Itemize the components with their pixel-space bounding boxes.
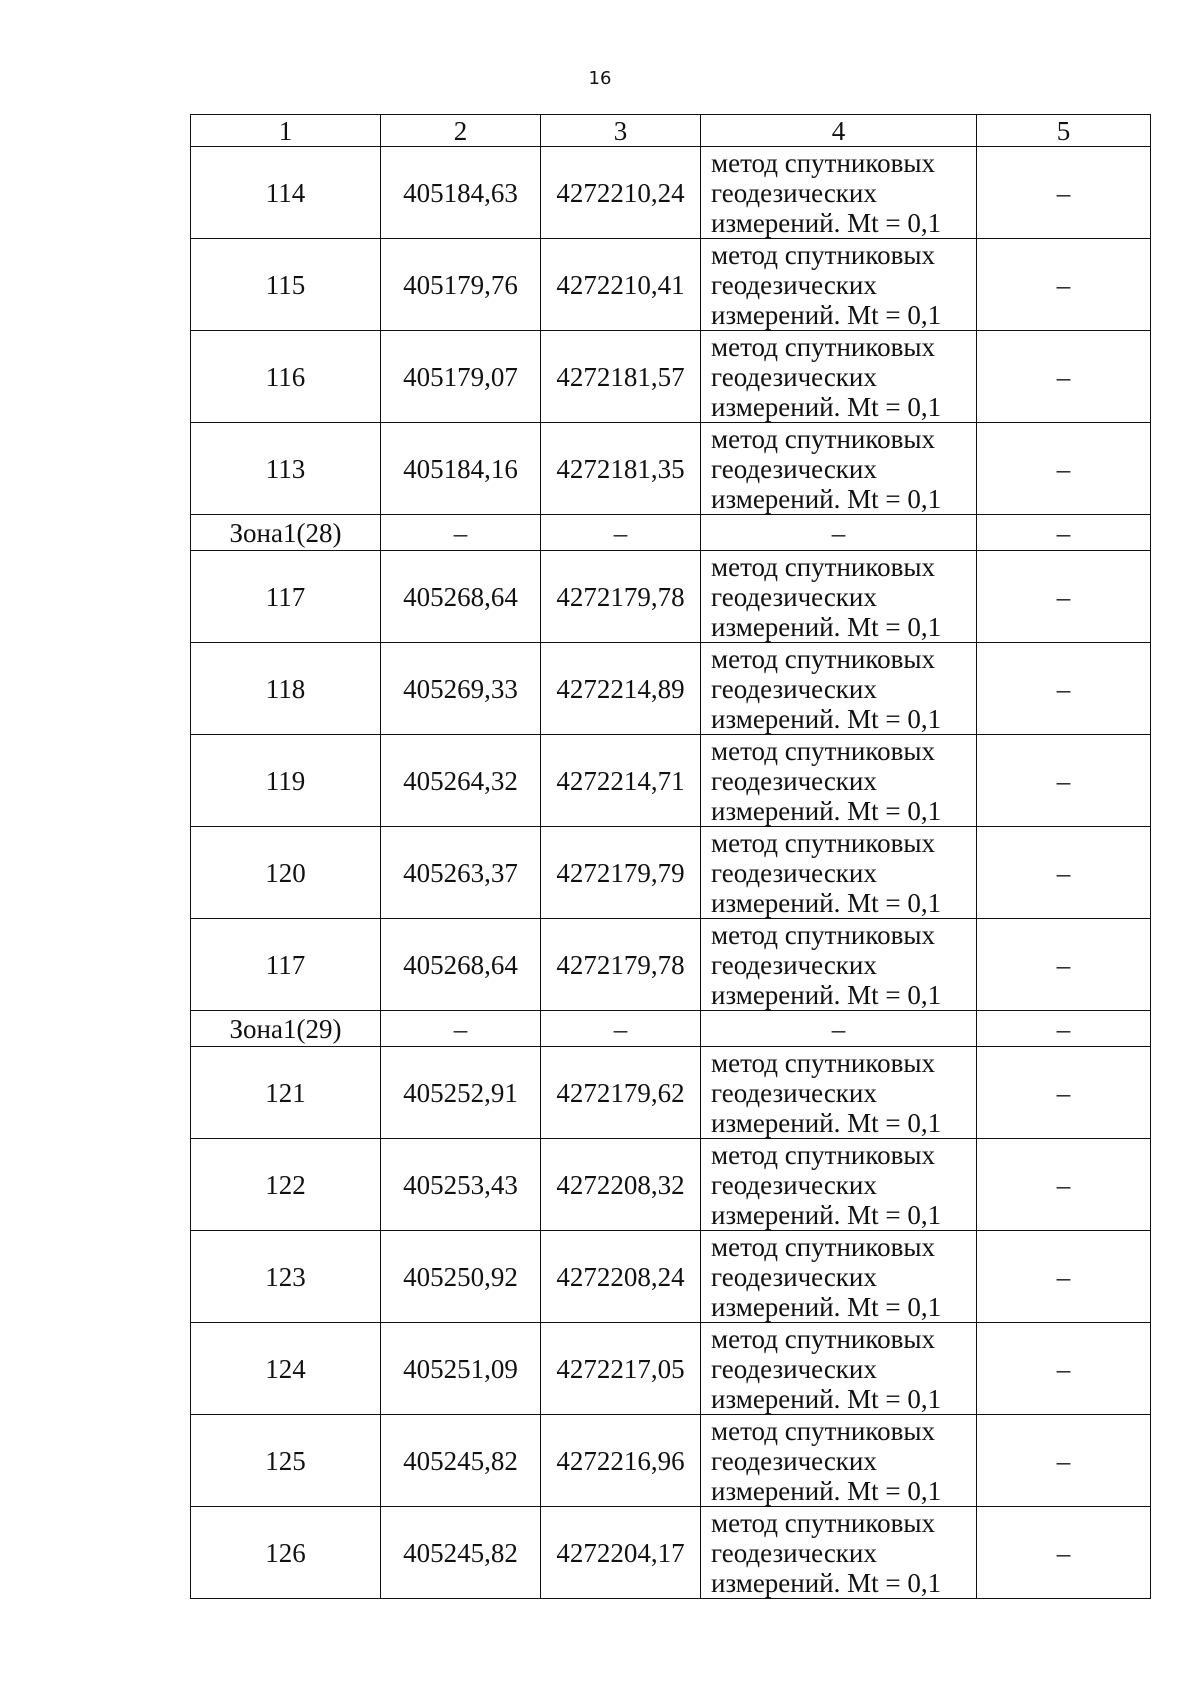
x-coordinate-cell: 405184,16 [381,423,541,515]
table-row [191,1415,1151,1507]
y-coordinate-cell: 4272214,89 [541,643,701,735]
method-cell [701,147,977,239]
table-row [191,239,1151,331]
dash-cell: – [977,1011,1151,1047]
method-line: геодезических [711,1537,877,1568]
method-cell [701,1047,977,1139]
note-cell: – [977,423,1151,515]
x-coordinate-cell: 405179,76 [381,239,541,331]
method-line: метод спутниковых [711,1507,935,1538]
y-coordinate-cell: 4272204,17 [541,1507,701,1599]
column-header-5: 5 [977,115,1151,147]
x-coordinate-cell: 405269,33 [381,643,541,735]
method-line: измерений. Mt = 0,1 [711,299,942,330]
method-line: метод спутниковых [711,1047,935,1078]
note-cell: – [977,1507,1151,1599]
x-coordinate-cell: 405250,92 [381,1231,541,1323]
method-cell [701,1415,977,1507]
method-line: измерений. Mt = 0,1 [711,207,942,238]
table-row [191,147,1151,239]
y-coordinate-cell: 4272179,79 [541,827,701,919]
point-id-cell: 113 [191,423,381,515]
y-coordinate-cell: 4272181,57 [541,331,701,423]
zone-row [191,515,1151,551]
column-header-1: 1 [191,115,381,147]
table-header-row [191,115,1151,147]
method-line: метод спутниковых [711,735,935,766]
table-row [191,331,1151,423]
method-cell [701,331,977,423]
dash-cell: – [381,515,541,551]
point-id-cell: 115 [191,239,381,331]
x-coordinate-cell: 405251,09 [381,1323,541,1415]
x-coordinate-cell: 405245,82 [381,1507,541,1599]
method-line: геодезических [711,1445,877,1476]
page-number: 16 [588,68,612,89]
method-line: измерений. Mt = 0,1 [711,1475,942,1506]
dash-cell: – [541,515,701,551]
dash-cell: – [701,1011,977,1047]
method-line: измерений. Mt = 0,1 [711,795,942,826]
table-row [191,423,1151,515]
x-coordinate-cell: 405263,37 [381,827,541,919]
method-line: измерений. Mt = 0,1 [711,703,942,734]
table-row [191,735,1151,827]
point-id-cell: 121 [191,1047,381,1139]
dash-cell: – [541,1011,701,1047]
y-coordinate-cell: 4272208,32 [541,1139,701,1231]
method-line: измерений. Mt = 0,1 [711,887,942,918]
method-line: измерений. Mt = 0,1 [711,391,942,422]
note-cell: – [977,147,1151,239]
note-cell: – [977,239,1151,331]
method-line: измерений. Mt = 0,1 [711,979,942,1010]
point-id-cell: 118 [191,643,381,735]
point-id-cell: 120 [191,827,381,919]
method-line: измерений. Mt = 0,1 [711,1199,942,1230]
table-row [191,919,1151,1011]
method-line: метод спутниковых [711,551,935,582]
x-coordinate-cell: 405245,82 [381,1415,541,1507]
zone-label-cell: Зона1(28) [191,515,381,551]
column-header-2: 2 [381,115,541,147]
method-line: геодезических [711,269,877,300]
x-coordinate-cell: 405253,43 [381,1139,541,1231]
x-coordinate-cell: 405268,64 [381,919,541,1011]
y-coordinate-cell: 4272179,78 [541,919,701,1011]
method-cell [701,735,977,827]
point-id-cell: 125 [191,1415,381,1507]
y-coordinate-cell: 4272216,96 [541,1415,701,1507]
table-row [191,1323,1151,1415]
x-coordinate-cell: 405264,32 [381,735,541,827]
method-line: измерений. Mt = 0,1 [711,483,942,514]
method-cell [701,423,977,515]
method-line: геодезических [711,949,877,980]
point-id-cell: 117 [191,551,381,643]
column-header-4: 4 [701,115,977,147]
zone-label-cell: Зона1(29) [191,1011,381,1047]
x-coordinate-cell: 405179,07 [381,331,541,423]
note-cell: – [977,1323,1151,1415]
method-line: геодезических [711,1169,877,1200]
method-line: метод спутниковых [711,827,935,858]
method-cell [701,1323,977,1415]
table-row [191,827,1151,919]
method-cell [701,919,977,1011]
method-line: геодезических [711,1077,877,1108]
method-line: геодезических [711,857,877,888]
method-line: геодезических [711,361,877,392]
x-coordinate-cell: 405252,91 [381,1047,541,1139]
y-coordinate-cell: 4272217,05 [541,1323,701,1415]
method-line: метод спутниковых [711,643,935,674]
method-line: метод спутниковых [711,919,935,950]
note-cell: – [977,1415,1151,1507]
method-line: геодезических [711,581,877,612]
table-row [191,551,1151,643]
point-id-cell: 119 [191,735,381,827]
x-coordinate-cell: 405268,64 [381,551,541,643]
y-coordinate-cell: 4272210,24 [541,147,701,239]
zone-row [191,1011,1151,1047]
method-cell [701,643,977,735]
method-line: геодезических [711,673,877,704]
dash-cell: – [381,1011,541,1047]
method-line: метод спутниковых [711,423,935,454]
method-cell [701,1507,977,1599]
method-line: метод спутниковых [711,147,935,178]
method-line: метод спутниковых [711,239,935,270]
point-id-cell: 117 [191,919,381,1011]
y-coordinate-cell: 4272210,41 [541,239,701,331]
y-coordinate-cell: 4272179,62 [541,1047,701,1139]
method-cell [701,1231,977,1323]
table-row [191,1047,1151,1139]
table-row [191,1139,1151,1231]
note-cell: – [977,735,1151,827]
note-cell: – [977,643,1151,735]
method-line: измерений. Mt = 0,1 [711,611,942,642]
method-cell [701,827,977,919]
table-row [191,1507,1151,1599]
method-line: измерений. Mt = 0,1 [711,1107,942,1138]
note-cell: – [977,1231,1151,1323]
point-id-cell: 122 [191,1139,381,1231]
note-cell: – [977,331,1151,423]
method-line: геодезических [711,453,877,484]
table-row [191,643,1151,735]
method-line: геодезических [711,177,877,208]
method-line: метод спутниковых [711,1415,935,1446]
method-cell [701,1139,977,1231]
point-id-cell: 116 [191,331,381,423]
point-id-cell: 124 [191,1323,381,1415]
note-cell: – [977,919,1151,1011]
note-cell: – [977,551,1151,643]
note-cell: – [977,827,1151,919]
table-row [191,1231,1151,1323]
method-line: измерений. Mt = 0,1 [711,1567,942,1598]
method-line: метод спутниковых [711,1323,935,1354]
point-id-cell: 123 [191,1231,381,1323]
y-coordinate-cell: 4272208,24 [541,1231,701,1323]
method-line: метод спутниковых [711,1139,935,1170]
x-coordinate-cell: 405184,63 [381,147,541,239]
coordinates-table [190,114,1151,1599]
method-line: геодезических [711,1261,877,1292]
method-line: метод спутниковых [711,1231,935,1262]
table-body [191,115,1151,1599]
method-line: геодезических [711,765,877,796]
note-cell: – [977,1047,1151,1139]
note-cell: – [977,1139,1151,1231]
column-header-3: 3 [541,115,701,147]
method-line: метод спутниковых [711,331,935,362]
dash-cell: – [701,515,977,551]
y-coordinate-cell: 4272179,78 [541,551,701,643]
point-id-cell: 126 [191,1507,381,1599]
point-id-cell: 114 [191,147,381,239]
method-line: измерений. Mt = 0,1 [711,1291,942,1322]
y-coordinate-cell: 4272214,71 [541,735,701,827]
method-line: измерений. Mt = 0,1 [711,1383,942,1414]
method-line: геодезических [711,1353,877,1384]
y-coordinate-cell: 4272181,35 [541,423,701,515]
method-cell [701,239,977,331]
method-cell [701,551,977,643]
dash-cell: – [977,515,1151,551]
